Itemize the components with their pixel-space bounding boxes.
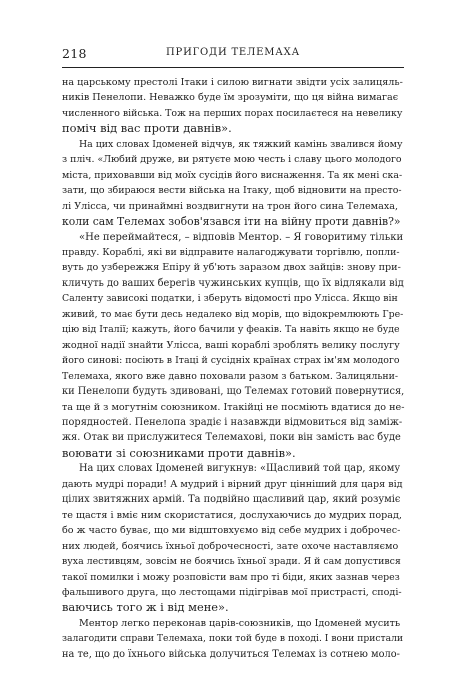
- text-line: те щастя і вміє ним скористатися, дослухаючись до мудрих порад,: [62, 509, 402, 521]
- text-line: кличуть до ваших берегів чужинських купців, що їх відлякали від: [62, 277, 404, 289]
- text-line: його синові: посіють в Ітаці й сусідніх країнах страх ім'ям молодого: [62, 355, 400, 367]
- paragraph: [62, 75, 404, 137]
- text-line: Ментор легко переконав царів-союзників, що Ідоменей мусить: [79, 617, 401, 629]
- text-line: дають мудрі поради! А мудрий і вірний друг цінніший для царя від: [62, 478, 403, 490]
- text-line: на те, що до їхнього війська долучиться Телемах із сотнею моло-: [62, 648, 400, 660]
- text-line: коли сам Телемах зобов'язався іти на війну проти давнів?»: [62, 215, 401, 229]
- text-line: правду. Кораблі, які ви відправите налагоджувати торгівлю, попли-: [62, 246, 400, 258]
- text-line: численного війська. Тож на перших порах посилаєтеся на невелику: [62, 107, 403, 119]
- text-line: такої помилки і можу розповісти вам про ті біди, яких зазнав через: [62, 571, 400, 583]
- text-line: бо ж часто буває, що ми відштовхуємо від себе мудрих і доброчес-: [62, 525, 401, 537]
- text-line: жодної надії знайти Улісса, ваші кораблі зроблять велику послугу: [62, 339, 400, 351]
- running-title: ПРИГОДИ ТЕЛЕМАХА: [166, 47, 300, 58]
- text-line: порядностей. Пенелопа зрадіє і назавжди відмовиться від заміж-: [62, 416, 403, 428]
- paragraph: [62, 137, 404, 230]
- text-line: та ще й з могутнім союзником. Ітакійці не посміють вдатися до не-: [62, 401, 405, 413]
- page-header: [62, 44, 404, 64]
- body-text: [62, 75, 404, 662]
- text-line: жя. Отак ви прислужитеся Телемахові, поки він замість вас буде: [62, 432, 401, 444]
- text-line: міста, приховавши від моїх сусідів його виснаження. Та як мені ска-: [62, 169, 403, 181]
- text-line: на царському престолі Ітаки і силою вигнати звідти усіх залицяль-: [62, 77, 403, 88]
- text-line: Телемаха, якого вже давно поховали разом з батьком. Залицяльни-: [62, 370, 399, 382]
- text-line: цілих звитяжних армій. Та подвійно щасливий цар, який розуміє: [62, 494, 401, 506]
- text-line: воювати зі союзниками проти давнів».: [62, 445, 296, 460]
- header-rule: [62, 67, 404, 68]
- text-line: Саленту зависокі податки, і зберуть відомості про Улісса. Якщо він: [62, 293, 398, 305]
- text-line: живий, то має бути десь недалеко від морів, що відокремлюють Гре-: [62, 308, 404, 320]
- paragraph: [62, 230, 404, 462]
- text-line: лі Улісса, чи принаймні воздвигнути на трон його сина Телемаха,: [62, 200, 398, 212]
- paragraph: [62, 461, 404, 616]
- text-line: вуть до узбережжя Епіру й уб'ють заразом двох зайців: знову при-: [62, 262, 401, 274]
- text-line: «Не переймайтеся, – відповів Ментор. – Я говоритиму тільки: [79, 231, 404, 243]
- text-line: На цих словах Ідоменей відчув, як тяжкий камінь звалився йому: [79, 138, 403, 150]
- text-line: вуха лестивцям, зовсім не боячись їхньої зради. Я й сам допустився: [62, 556, 401, 568]
- text-line: фальшивого друга, що лестощами підігрівав мої пристрасті, сподi-: [62, 586, 402, 598]
- text-line: поміч від вас проти давнів».: [62, 121, 232, 136]
- text-line: ників Пенелопи. Неважко буде їм зрозуміти, що ця війна вимагає: [62, 92, 399, 104]
- text-line: ки Пенелопи будуть здивовані, що Телемах готовий повернутися,: [62, 386, 405, 398]
- page-number: 218: [62, 46, 87, 61]
- text-line: залагодити справи Телемаха, поки той буде в поході. І вони пристали: [62, 633, 404, 645]
- paragraph: [62, 616, 404, 662]
- text-line: з пліч. «Любий друже, ви рятуєте мою честь і славу цього молодого: [62, 154, 402, 166]
- text-line: них людей, боячись їхньої доброчесності, зате охоче наставляємо: [62, 540, 399, 552]
- text-line: На цих словах Ідоменей вигукнув: «Щасливий той цар, якому: [79, 463, 401, 475]
- text-line: цію від Італії; кажуть, його бачили у феаків. Та навіть якщо не буде: [62, 324, 400, 336]
- text-line: зати, що збираюся вести війська на Ітаку, щоб відновити на престо-: [62, 185, 402, 197]
- text-line: ваючись того ж і від мене».: [62, 600, 229, 615]
